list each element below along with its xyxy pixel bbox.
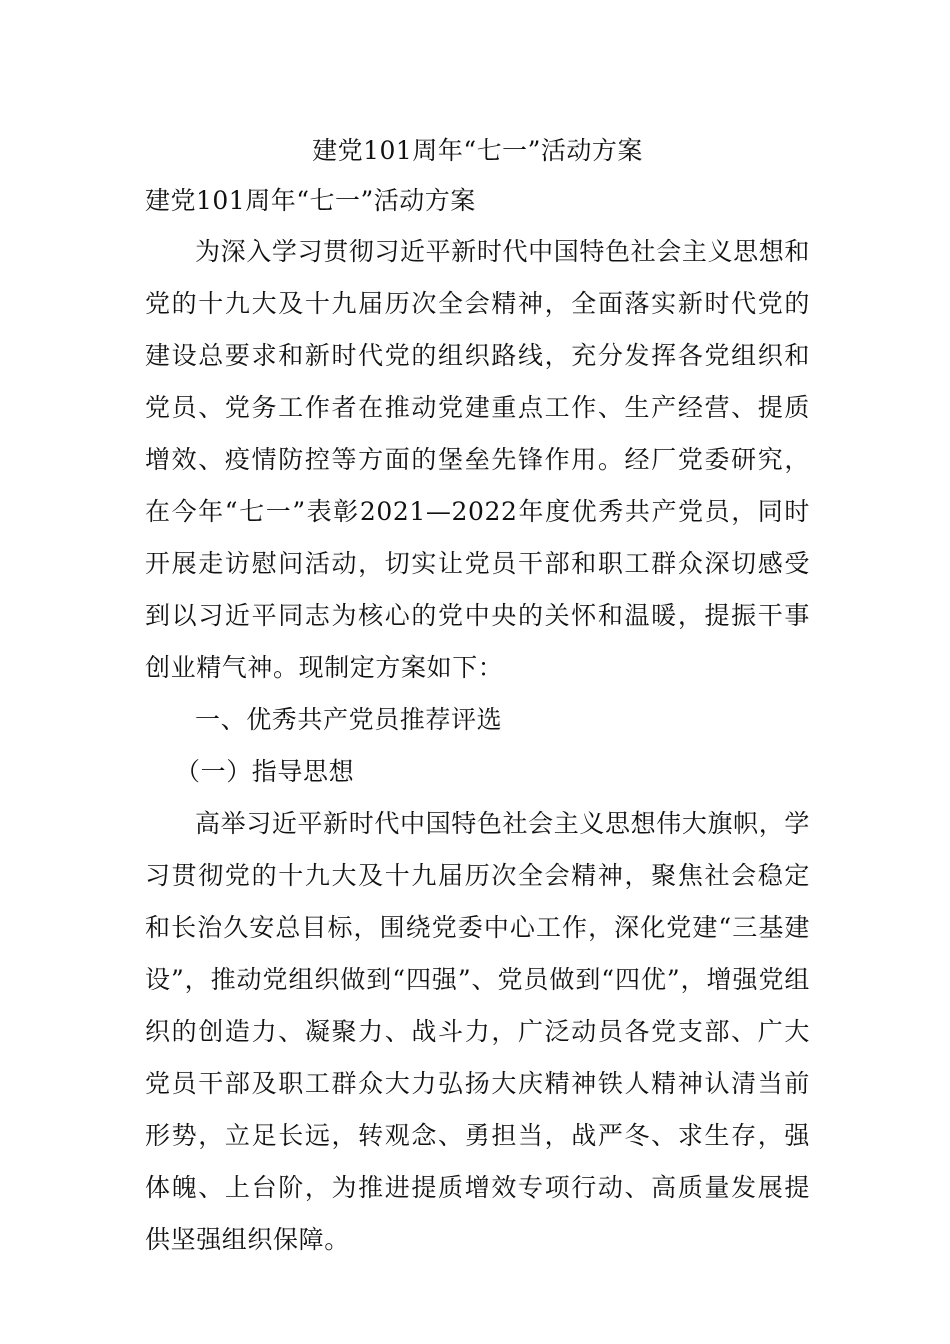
document-body bbox=[145, 126, 810, 1266]
page-title: 建党101周年“七一”活动方案 bbox=[312, 136, 643, 165]
document-subtitle: 建党101周年“七一”活动方案 bbox=[145, 186, 476, 215]
guiding-ideology-paragraph: 高举习近平新时代中国特色社会主义思想伟大旗帜，学习贯彻党的十九大及十九届历次全会精神，聚焦社会稳定和长治久安总目标，围绕党委中心工作，深化党建“三基建设”，推动党组织做到“四强”、党员做到“四优”，增强党组织的创造力、凝聚力、战斗力，广泛动员各党支部、广大党员干部及职工群众大力弘扬大庆精神铁人精神认清当前形势，立足长远，转观念、勇担当，战严冬、求生存，强体魄、上台阶，为推进提质增效专项行动、高质量发展提供坚强组织保障。 bbox=[145, 809, 810, 1254]
section-heading: 一、优秀共产党员推荐评选 bbox=[195, 705, 503, 734]
subsection-heading: （一）指导思想 bbox=[175, 757, 355, 786]
intro-paragraph: 为深入学习贯彻习近平新时代中国特色社会主义思想和党的十九大及十九届历次全会精神，全面落实新时代党的建设总要求和新时代党的组织路线，充分发挥各党组织和党员、党务工作者在推动党建重点工作、生产经营、提质增效、疫情防控等方面的堡垒先锋作用。经厂党委研究，在今年“七一”表彰2021—2022年度优秀共产党员，同时开展走访慰问活动，切实让党员干部和职工群众深切感受到以习近平同志为核心的党中央的关怀和温暖，提振干事创业精气神。现制定方案如下： bbox=[145, 237, 810, 682]
